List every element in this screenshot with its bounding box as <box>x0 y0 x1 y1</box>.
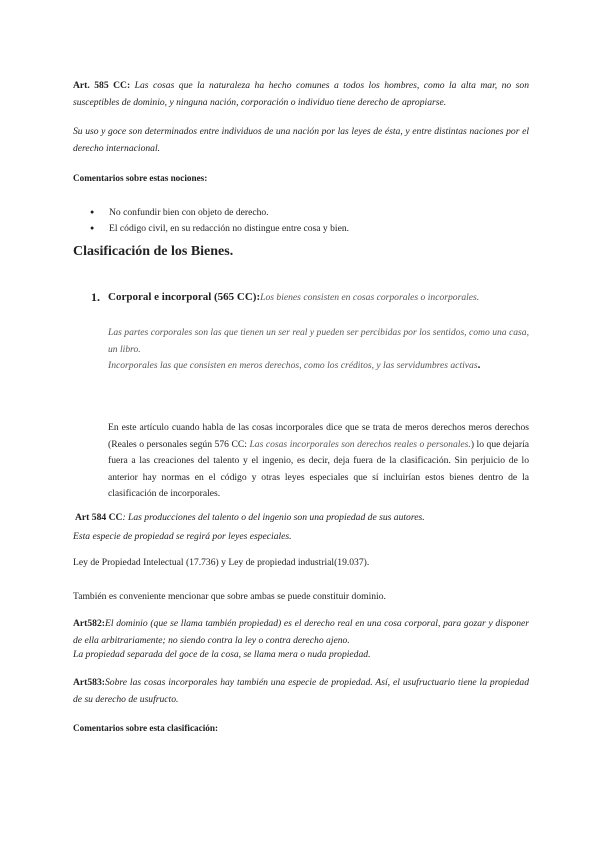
body-text-a: En este artículo cuando habla de las cosas incorporales dice que se trata de meros derechos meros derechos (Reales o personales según 576 CC: <box>108 422 529 450</box>
comments2-title: Comentarios sobre esta clasificación: <box>73 723 219 733</box>
art585-paragraph <box>73 78 529 111</box>
item-label: Corporal e incorporal (565 CC): <box>108 291 261 303</box>
corporal-paragraph: Las partes corporales son las que tienen un ser real y pueden ser percibidas por los sentidos, como una casa, un libro. <box>108 327 529 355</box>
body-paragraph <box>108 420 529 503</box>
art584-text: : Las producciones del talento o del ingenio son una propiedad de sus autores. <box>122 512 425 523</box>
art582-text: El dominio (que se llama también propiedad) es el derecho real en una cosa corporal, para gozar y disponer de ella arbitrariamente; no siendo contra la ley o contra derecho ajeno. <box>73 618 529 646</box>
item-number: 1. <box>91 290 100 304</box>
comments1-title: Comentarios sobre estas nociones: <box>73 173 208 183</box>
art585-text: Las cosas que la naturaleza ha hecho comunes a todos los hombres, como la alta mar, no son susceptibles de dominio, y ninguna nación, corporación o individuo tiene derecho de apropiarse. <box>73 80 529 108</box>
law-line: Ley de Propiedad Intelectual (17.736) y Ley de propiedad industrial(19.037). <box>73 557 370 568</box>
art585-label: Art. 585 CC: <box>73 80 131 91</box>
art584-paragraph-2: Esta especie de propiedad se regirá por leyes especiales. <box>73 531 292 542</box>
incorporal-paragraph <box>108 357 529 375</box>
list-item: ● El código civil, en su redacción no distingue entre cosa y bien. <box>73 221 529 237</box>
item-text: Los bienes consisten en cosas corporales o incorporales. <box>260 292 480 303</box>
also-line: También es conveniente mencionar que sobre ambas se puede constituir dominio. <box>73 591 386 602</box>
incorporal-end: . <box>477 359 481 371</box>
art582-paragraph <box>73 616 529 649</box>
comments1-list <box>73 205 529 236</box>
art583-text: Sobre las cosas incorporales hay también una especie de propiedad. Así, el usufructuario tiene la propiedad de su derecho de usufructo. <box>73 677 529 705</box>
art582-label: Art582: <box>73 618 105 629</box>
art583-paragraph <box>73 675 529 708</box>
item-paragraph <box>108 289 529 307</box>
classification-heading: Clasificación de los Bienes. <box>73 244 234 259</box>
art584-paragraph <box>75 510 531 527</box>
incorporal-text: Incorporales las que consisten en meros derechos, como los créditos, y las servidumbres activas <box>108 360 478 371</box>
body-quote: Las cosas incorporales son derechos reales o personales. <box>249 438 471 450</box>
art585-paragraph-2: Su uso y goce son determinados entre individuos de una nación por las leyes de ésta, y entre distintas naciones por el derecho internacional. <box>73 126 529 154</box>
list-item: ● No confundir bien con objeto de derecho. <box>73 205 529 221</box>
art582-paragraph-2: La propiedad separada del goce de la cosa, se llama mera o nuda propiedad. <box>73 649 371 660</box>
art583-label: Art583: <box>73 677 105 688</box>
art584-label: Art 584 CC <box>75 512 123 523</box>
body-text-b: ) lo que dejaría fuera a las creaciones del talento y el ingenio, es decir, deja fuera de la clasificación. Sin perjuicio de lo anterior hay normas en el código y otras leyes especiales que sí incluirían estos bienes dentro de la clasificación de incorporales. <box>108 438 529 499</box>
